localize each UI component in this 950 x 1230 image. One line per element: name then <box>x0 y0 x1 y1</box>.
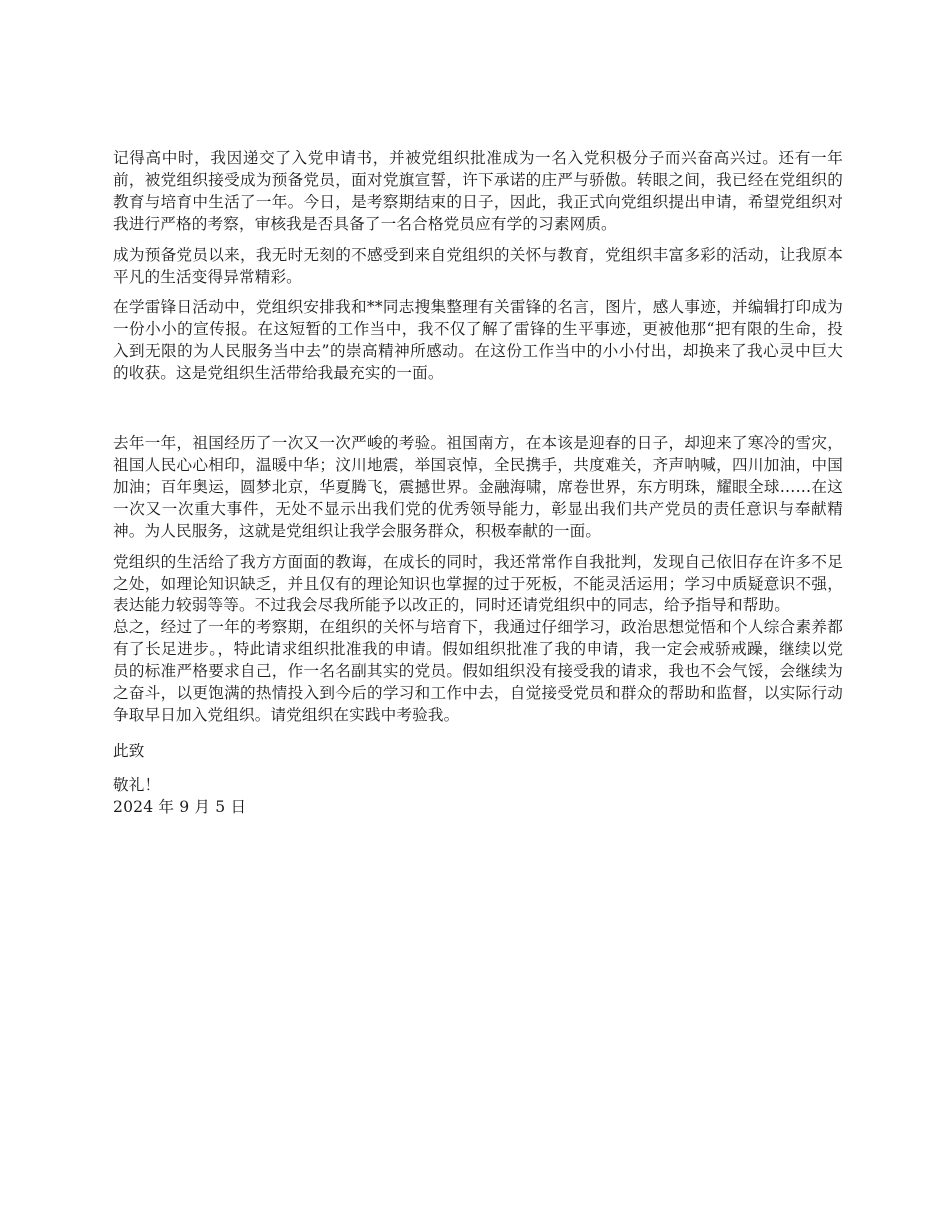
paragraph-feelings: 成为预备党员以来，我无时无刻的不感受到来自党组织的关怀与教育，党组织丰富多彩的活动，让我原本平凡的生活变得异常精彩。 <box>113 245 843 286</box>
paragraph-past-year: 去年一年，祖国经历了一次又一次严峻的考验。祖国南方，在本该是迎春的日子，却迎来了寒冷的雪灾，祖国人民心心相印，温暖中华；汶川地震，举国哀悼，全民携手，共度难关，齐声呐喊，四川加油，中国加油；百年奥运，圆梦北京，华夏腾飞，震撼世界。金融海啸，席卷世界，东方明珠，耀眼全球……在这一次又一次重大事件，无处不显示出我们党的优秀领导能力，彰显出我们共产党员的责任意识与奉献精神。为人民服务，这就是党组织让我学会服务群众，积极奉献的一面。 <box>113 434 843 540</box>
closing-salutation: 此致 <box>113 741 145 760</box>
paragraph-intro: 记得高中时，我因递交了入党申请书，并被党组织批准成为一名入党积极分子而兴奋高兴过。还有一年前，被党组织接受成为预备党员，面对党旗宣誓，许下承诺的庄严与骄傲。转眼之间，我已经在党组织的教育与培育中生活了一年。今日，是考察期结束的日子，因此，我正式向党组织提出申请，希望党组织对我进行严格的考察，审核我是否具备了一名合格党员应有学的习素网质。 <box>113 149 843 233</box>
paragraph-conclusion: 总之，经过了一年的考察期，在组织的关怀与培育下，我通过仔细学习，政治思想觉悟和个人综合素养都有了长足进步。，特此请求组织批准我的申请。假如组织批准了我的申请，我一定会戒骄戒躁，继续以党员的标准严格要求自己，作一名名副其实的党员。假如组织没有接受我的请求，我也不会气馁，会继续为之奋斗，以更饱满的热情投入到今后的学习和工作中去，自觉接受党员和群众的帮助和监督，以实际行动争取早日加入党组织。请党组织在实践中考验我。 <box>113 618 843 724</box>
section-spacer <box>113 394 843 433</box>
closing-regards: 敬礼！ <box>113 775 161 794</box>
letter-body <box>113 148 843 819</box>
paragraph-self-criticism: 党组织的生活给了我方方面面的教诲，在成长的同时，我还常常作自我批判，发现自己依旧存在许多不足之处，如理论知识缺乏，并且仅有的理论知识也掌握的过于死板，不能灵活运用；学习中质疑意识不强，表达能力较弱等等。不过我会尽我所能予以改正的，同时还请党组织中的同志，给予指导和帮助。 <box>113 552 843 615</box>
letter-date: 2024 年 9 月 5 日 <box>113 797 247 816</box>
paragraph-leifeng-activity: 在学雷锋日活动中，党组织安排我和**同志搜集整理有关雷锋的名言，图片，感人事迹，并编辑打印成为一份小小的宣传报。在这短暂的工作当中，我不仅了解了雷锋的生平事迹，更被他那“把有限的生命，投入到无限的为人民服务当中去”的崇高精神所感动。在这份工作当中的小小付出，却换来了我心灵中巨大的收获。这是党组织生活带给我最充实的一面。 <box>113 298 843 383</box>
